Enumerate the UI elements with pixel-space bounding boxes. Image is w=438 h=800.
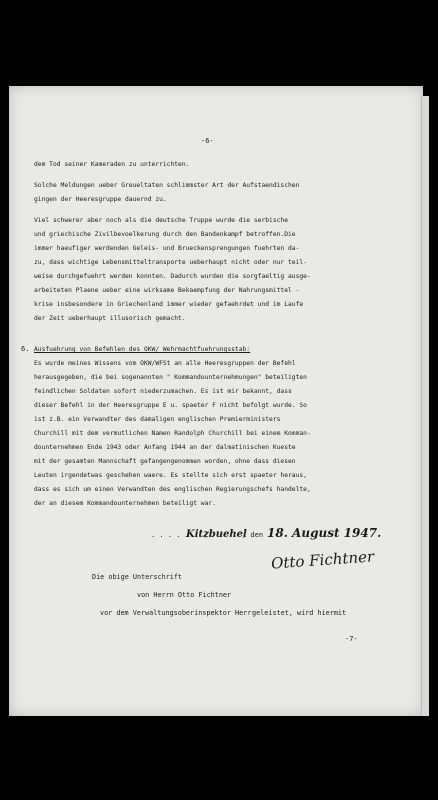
text-line: und griechische Zivilbevoelkerung durch den Bandenkampf betroffen.Die bbox=[34, 231, 296, 238]
text-line: herausgegeben, die bei sogenannten " Kommandounternehmungen" beteiligten bbox=[34, 374, 307, 381]
certification-line: von Herrn Otto Fichtner bbox=[137, 591, 232, 599]
text-line: feindlichen Soldaten sofort niederzumachen. Es ist mir bekannt, dass bbox=[34, 388, 292, 395]
certification-line: Die obige Unterschrift bbox=[92, 573, 183, 581]
text-line: gingen der Heeresgruppe dauernd zu. bbox=[34, 196, 167, 203]
page-number-top: -6- bbox=[201, 137, 214, 145]
certification-line: vor dem Verwaltungsoberinspektor Herr bbox=[100, 609, 252, 617]
sheet-edge bbox=[421, 96, 429, 716]
text-line: Leuten irgendetwas geschehen waere. Es stellte sich erst spaeter heraus, bbox=[34, 472, 307, 479]
text-line: Viel schwerer aber noch als die deutsche Truppe wurde die serbische bbox=[34, 217, 289, 224]
text-line: dem Tod seiner Kameraden zu unterrichten. bbox=[34, 161, 190, 168]
place-date-dots: . . . . . bbox=[151, 531, 189, 539]
text-line: der Zeit ueberhaupt illusorisch gemacht. bbox=[34, 315, 186, 322]
date-handwritten: 18. August 1947. bbox=[267, 526, 382, 540]
text-line: arbeiteten Plaene ueber eine wirksame Bekaempfung der Nahrungsmittel - bbox=[34, 287, 300, 294]
text-line: Churchill mit dem vermutlichen Namen Randolph Churchill bei einem Komman- bbox=[34, 430, 311, 437]
text-line: mit der gesamten Mannschaft gefangengenommen worden, ohne dass diesen bbox=[34, 458, 296, 465]
text-line: zu, dass wichtige Lebensmitteltransporte ueberhaupt nicht oder nur teil- bbox=[34, 259, 307, 266]
text-line: Solche Meldungen ueber Greueltaten schlimmster Art der Aufstaendischen bbox=[34, 182, 300, 189]
text-line: krise insbesondere in Griechenland immer wieder gefaehrdet und im Laufe bbox=[34, 301, 304, 308]
text-line: immer haeufiger werdenden Geleis- und Brueckensprengungen fuehrten da- bbox=[34, 245, 300, 252]
text-line: dounternehmen Ende 1943 oder Anfang 1944 an der dalmatinischen Kueste bbox=[34, 444, 296, 451]
text-line: Es wurde meines Wissens vom OKW/WFSt an alle Heeresgruppen der Befehl bbox=[34, 360, 296, 367]
text-line: der an diesem Kommandounternehmen beteiligt war. bbox=[34, 500, 216, 507]
text-line: dieser Befehl in der Heeresgruppe E u. spaeter F nicht befolgt wurde. So bbox=[34, 402, 307, 409]
text-line: dass es sich um einen Verwandten des englischen Regierungschefs handelte, bbox=[34, 486, 311, 493]
section-number: 6. bbox=[21, 345, 30, 353]
text-line: ist z.B. ein Verwandter des damaligen englischen Premierministers bbox=[34, 416, 281, 423]
document-sheet bbox=[9, 86, 423, 716]
text-line: weise durchgefuehrt werden konnten. Dadurch wurden die sorgfaeltig ausge- bbox=[34, 273, 311, 280]
place-handwritten: Kitzbuehel bbox=[186, 529, 247, 540]
page-number-bottom: -7- bbox=[345, 635, 358, 643]
place-date-separator: , den bbox=[242, 531, 264, 539]
section-heading: Ausfuehrung von Befehlen des OKW/ Wehrmachtfuehrungsstab: bbox=[34, 346, 251, 353]
signature: Otto Fichtner bbox=[270, 547, 375, 573]
certification-line-end: geleistet, wird hiermit bbox=[252, 609, 347, 617]
